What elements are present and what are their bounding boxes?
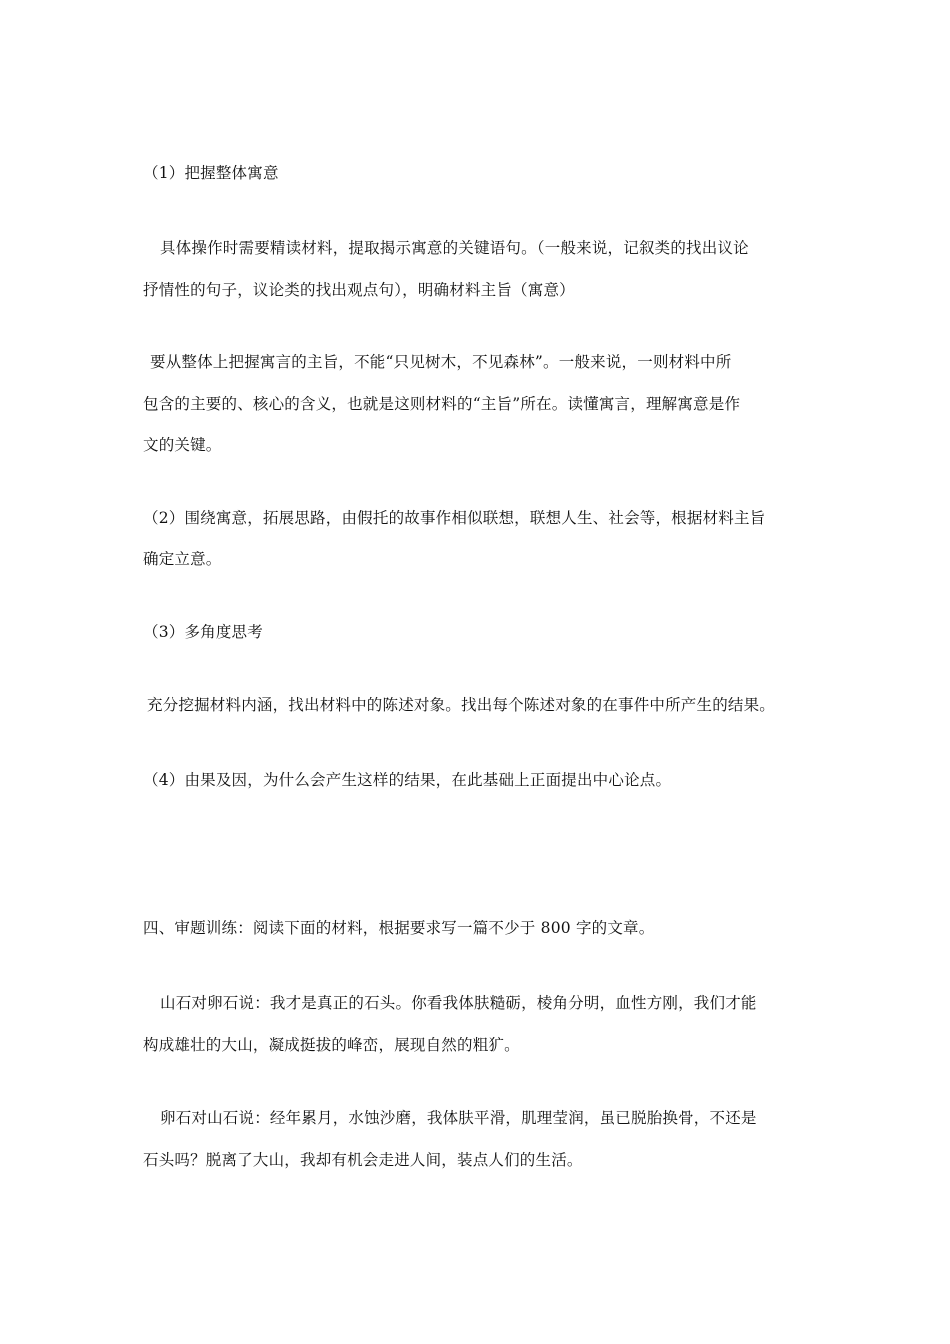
paragraph-mountain-stone-line-1: 山石对卵石说：我才是真正的石头。你看我体肤糙砺，棱角分明，血性方刚，我们才能	[160, 994, 757, 1012]
paragraph-main-idea-line-1: 要从整体上把握寓言的主旨，不能“只见树木，不见森林”。一般来说，一则材料中所	[150, 353, 732, 371]
heading-cause-and-effect: （4）由果及因，为什么会产生这样的结果，在此基础上正面提出中心论点。	[143, 771, 672, 789]
paragraph-main-idea-line-3: 文的关键。	[143, 436, 222, 454]
heading-multi-angle-thinking: （3）多角度思考	[143, 623, 263, 641]
heading-expand-thinking-line-1: （2）围绕寓意，拓展思路，由假托的故事作相似联想，联想人生、社会等，根据材料主旨	[143, 509, 766, 527]
paragraph-mountain-stone-line-2: 构成雄壮的大山，凝成挺拔的峰峦，展现自然的粗犷。	[143, 1036, 520, 1054]
paragraph-operation-line-1: 具体操作时需要精读材料，提取揭示寓意的关键语句。（一般来说，记叙类的找出议论	[160, 239, 749, 257]
heading-grasp-overall-meaning: （1）把握整体寓意	[143, 164, 279, 182]
heading-expand-thinking-line-2: 确定立意。	[143, 550, 222, 568]
paragraph-pebble-line-1: 卵石对山石说：经年累月，水蚀沙磨，我体肤平滑，肌理莹润，虽已脱胎换骨，不还是	[160, 1109, 757, 1127]
paragraph-main-idea-line-2: 包含的主要的、核心的含义，也就是这则材料的“主旨”所在。读懂寓言，理解寓意是作	[143, 395, 741, 413]
paragraph-material-objects: 充分挖掘材料内涵，找出材料中的陈述对象。找出每个陈述对象的在事件中所产生的结果。	[147, 696, 776, 714]
paragraph-operation-line-2: 抒情性的句子，议论类的找出观点句），明确材料主旨（寓意）	[143, 281, 575, 299]
section-heading-exam-training: 四、审题训练：阅读下面的材料，根据要求写一篇不少于 800 字的文章。	[143, 919, 655, 937]
paragraph-pebble-line-2: 石头吗？脱离了大山，我却有机会走进人间，装点人们的生活。	[143, 1151, 583, 1169]
